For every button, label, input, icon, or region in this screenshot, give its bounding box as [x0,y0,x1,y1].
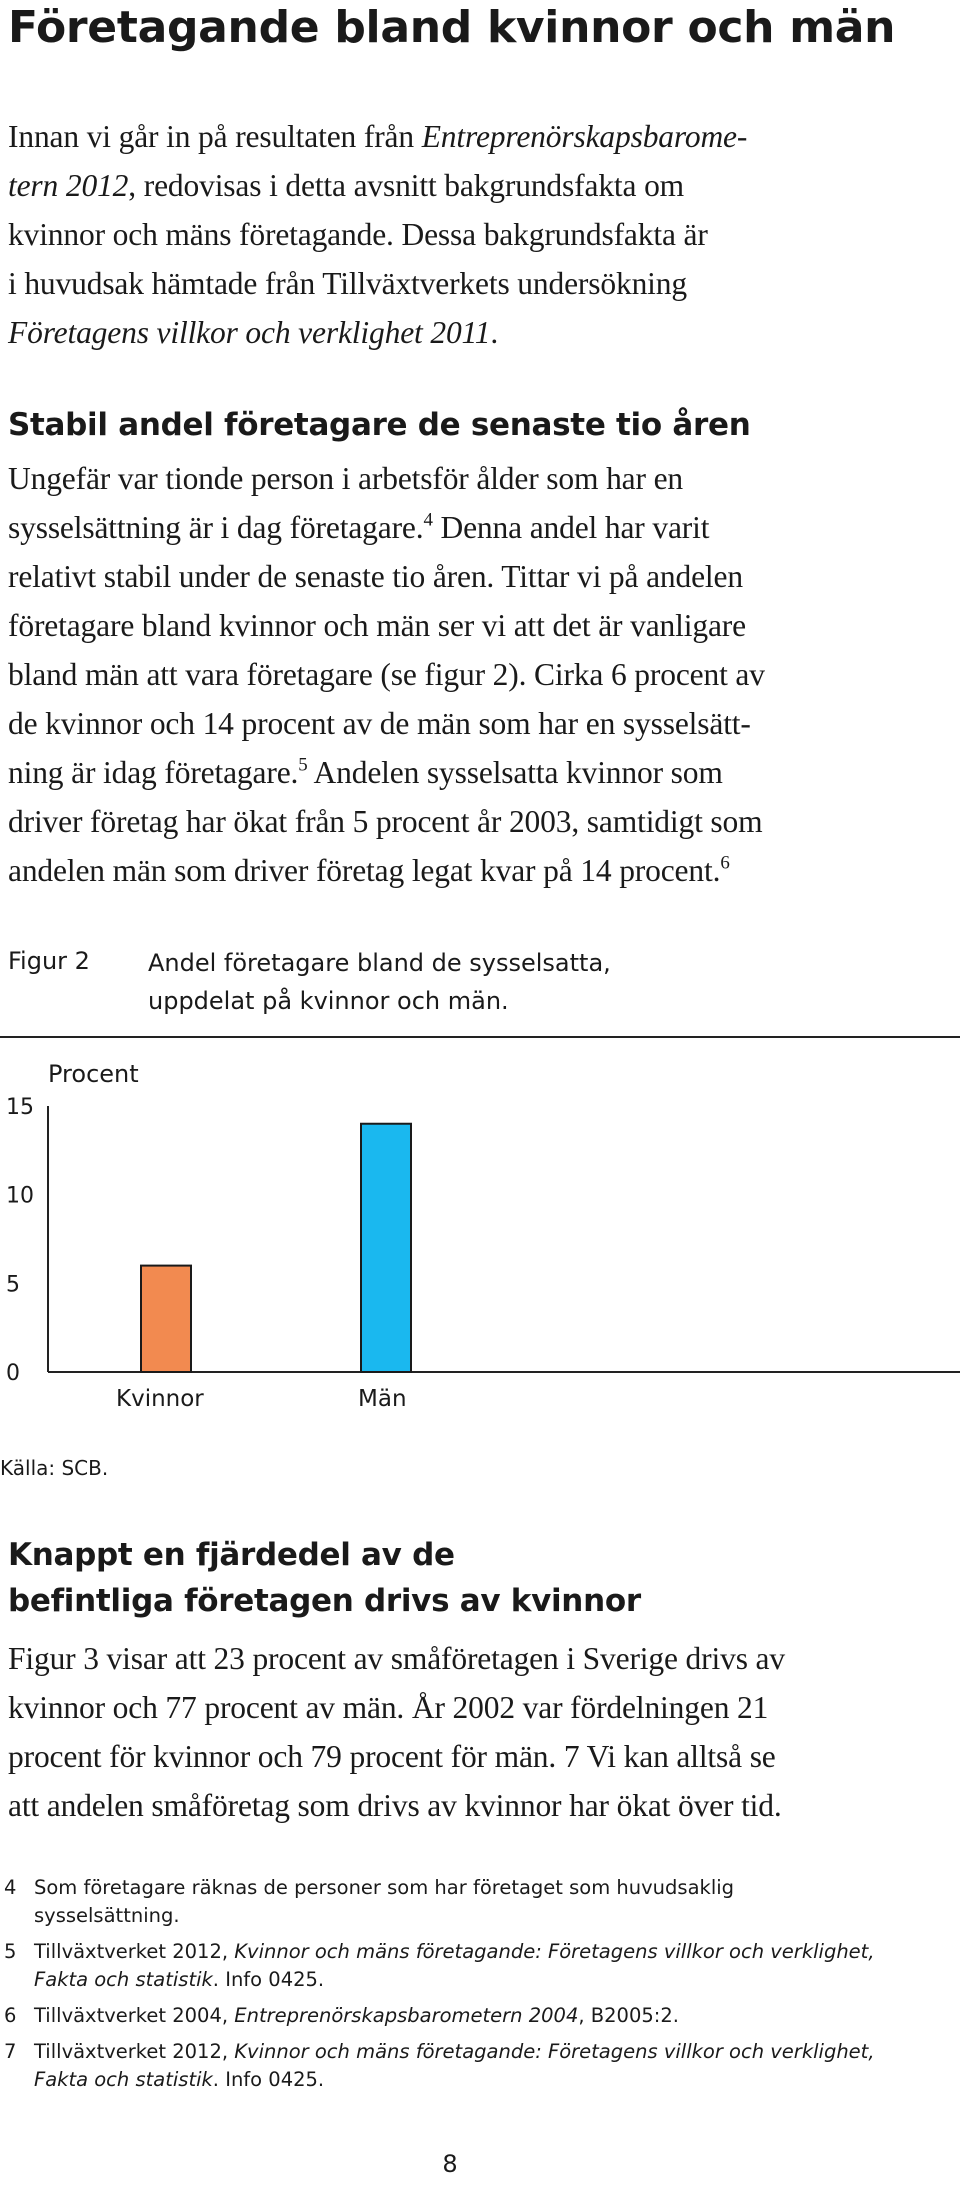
y-tick-label: 5 [6,1272,20,1298]
y-tick-label: 0 [6,1361,20,1386]
footnote-text: . Info 0425. [212,1968,325,1991]
intro-text: . [490,315,499,350]
footnote-item [0,1874,950,1930]
bar-m-n [361,1124,411,1372]
y-axis-label: Procent [48,1060,139,1088]
footnote-title-ref: Entreprenörskapsbarometern 2004 [234,2004,579,2027]
footnote-number: 6 [4,2004,17,2027]
footnote-text: , B2005:2. [578,2004,679,2027]
figure-label: Figur 2 [8,947,90,975]
footnote-item [0,2038,950,2094]
section-heading: Stabil andel företagare de senaste tio åren [8,407,751,443]
y-axis-ticks [6,1095,34,1386]
footnote-text: . Info 0425. [212,2068,325,2091]
footnote-number: 7 [4,2040,17,2063]
intro-title-ref: Företagens villkor och verklighet 2011 [8,315,491,350]
footnote-ref: 5 [298,754,308,776]
x-tick-label: Kvinnor [116,1386,204,1412]
body-text: Ungefär var tionde person i arbetsför ålder som har en sysselsättning är i dag företagare. [8,461,684,545]
footnote-text: Som företagare räknas de personer som har företaget som huvudsaklig sysselsättning. [34,1876,735,1927]
y-tick-label: 15 [6,1095,34,1120]
footnote-number: 5 [4,1940,17,1963]
section-heading: Knappt en fjärdedel av de befintliga företagen drivs av kvinnor [8,1537,641,1619]
x-tick-label: Män [358,1386,407,1412]
body-text: Andelen sysselsatta kvinnor som driver företag har ökat från 5 procent år 2003, samtidigt som andelen män som driver företag legat kvar på 14 procent. [8,755,763,888]
page-title: Företagande bland kvinnor och män [8,2,896,53]
figure-rule [0,1036,960,1038]
figure-source: Källa: SCB. [0,1456,109,1480]
bar-kvinnor [141,1266,191,1372]
footnote-item [0,2002,950,2030]
y-tick-label: 10 [6,1183,34,1209]
footnote-title-ref: Kvinnor och mäns företagande: Företagens villkor och verklighet, Fakta och statistik [34,2040,875,2091]
section-paragraph [8,454,938,895]
intro-paragraph [8,112,938,357]
figure-caption: Andel företagare bland de sysselsatta, uppdelat på kvinnor och män. [148,949,611,1015]
footnote-ref: 6 [720,852,730,874]
intro-title-ref: Entreprenörskapsbarome- tern 2012 [8,119,748,203]
bars [141,1124,411,1372]
page-number: 8 [442,2150,458,2178]
intro-text: , redovisas i detta avsnitt bakgrundsfakta om kvinnor och mäns företagande. Dessa bakgrundsfakta är i huvudsak hämtade från Tillväxtverkets undersökning [8,168,708,301]
footnote-title-ref: Kvinnor och mäns företagande: Företagens villkor och verklighet, Fakta och statistik [34,1940,875,1991]
x-axis-labels [116,1386,407,1412]
footnote-item [0,1938,950,1994]
footnote-text: Tillväxtverket 2012, [34,1940,235,1963]
footnote-text: Tillväxtverket 2004, [34,2004,235,2027]
bar-chart [0,1040,960,1440]
intro-text: Innan vi går in på resultaten från [8,119,422,154]
footnote-list [0,1874,950,2102]
footnote-text: Tillväxtverket 2012, [34,2040,235,2063]
footnote-number: 4 [4,1876,17,1899]
footnote-ref: 4 [423,509,433,531]
body-text: Denna andel har varit relativt stabil under de senaste tio åren. Tittar vi på andelen företagare bland kvinnor och män ser vi att det är vanligare bland män att vara företagare (se figur 2). Cirka 6 procent av de kvinnor och 14 procent av de män som har en sysselsätt- ning är idag företagare. [8,510,765,790]
section-paragraph: Figur 3 visar att 23 procent av småföretagen i Sverige drivs av kvinnor och 77 procent av män. År 2002 var fördelningen 21 procent för kvinnor och 79 procent för män. 7 Vi kan alltså se att andelen småföretag som drivs av kvinnor har ökat över tid. [8,1641,785,1823]
